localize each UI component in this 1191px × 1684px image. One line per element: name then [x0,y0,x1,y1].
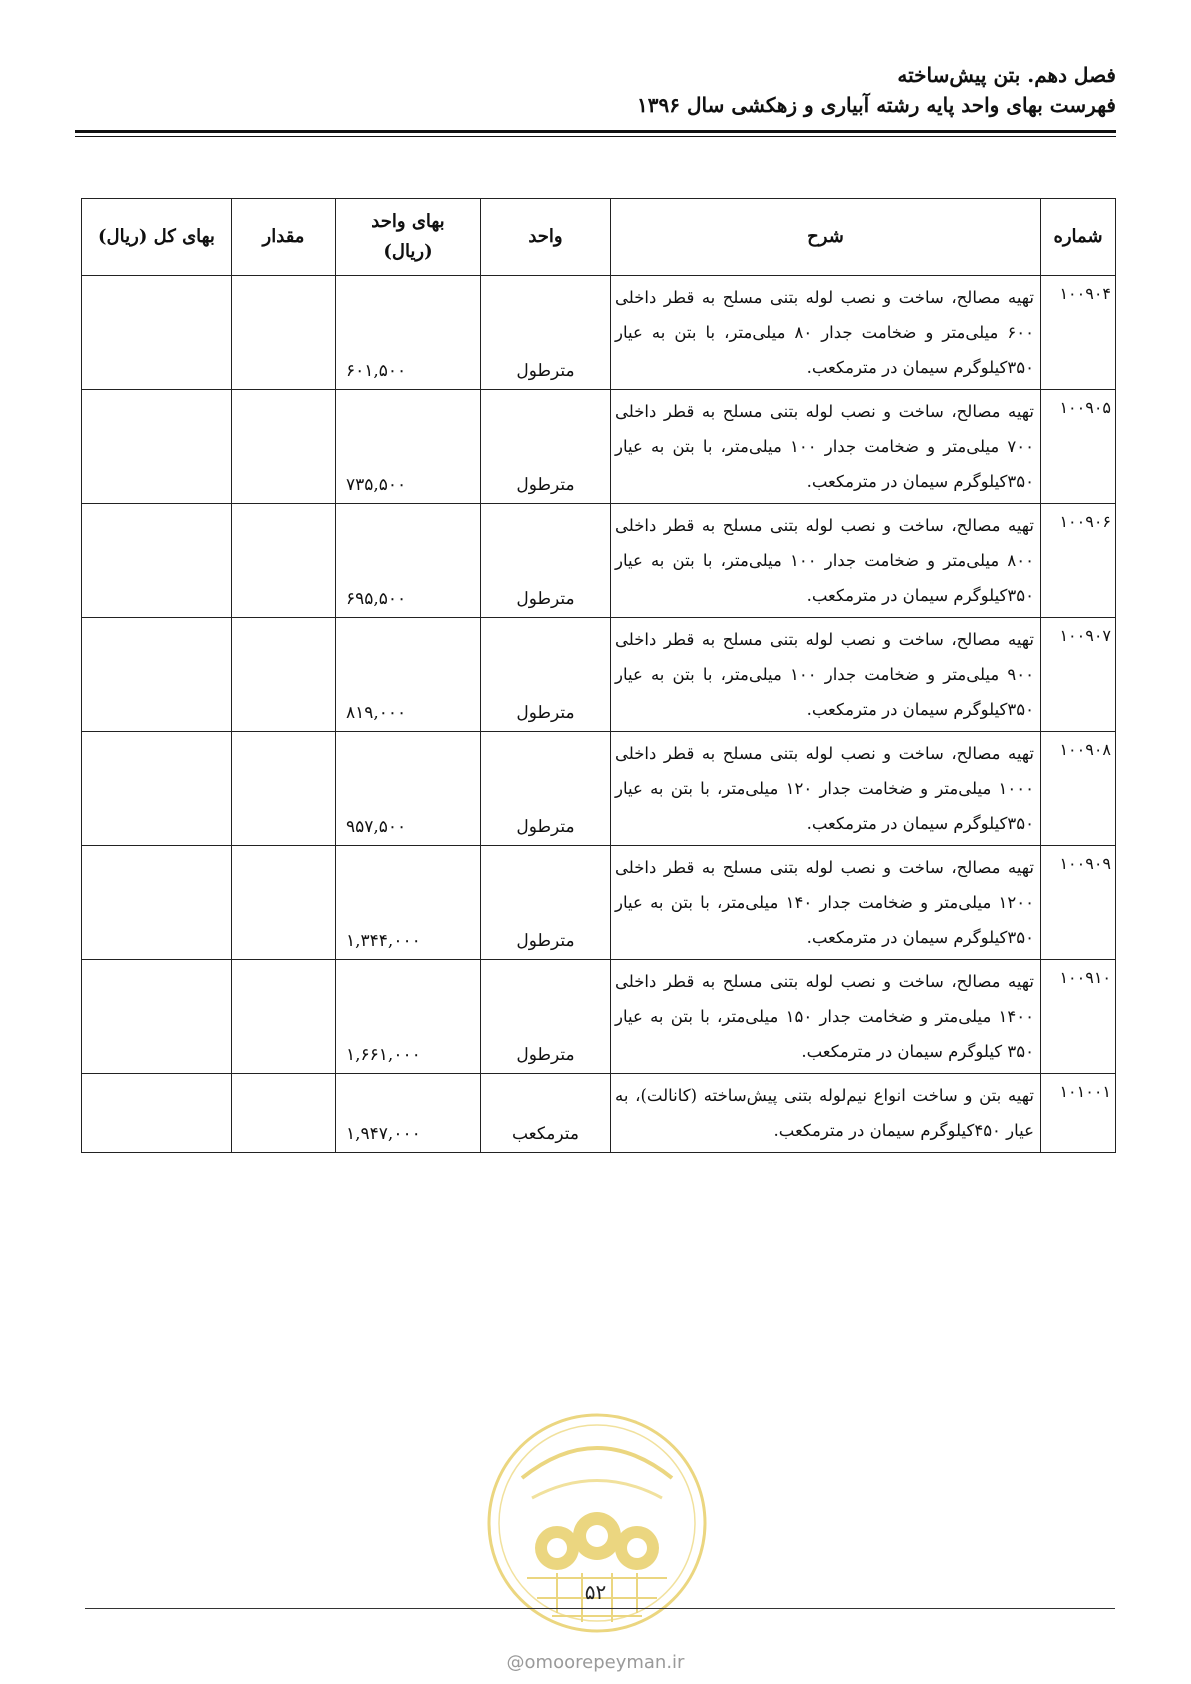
item-unit: مترمکعب [481,1074,611,1153]
footer-rule [85,1608,1115,1609]
item-quantity [232,618,336,732]
website-watermark: @omoorepeyman.ir [506,1652,685,1673]
item-description: تهیه مصالح، ساخت و نصب لوله بتنی مسلح به قطر داخلی ۱۲۰۰ میلی‌متر و ضخامت جدار ۱۴۰ میلی‌متر، با بتن به عیار ۳۵۰کیلوگرم سیمان در مترمکعب. [611,846,1041,960]
header-number: شماره [1041,199,1116,276]
header-rule-thin [75,136,1116,137]
item-description: تهیه مصالح، ساخت و نصب لوله بتنی مسلح به قطر داخلی ۱۰۰۰ میلی‌متر و ضخامت جدار ۱۲۰ میلی‌متر، با بتن به عیار ۳۵۰کیلوگرم سیمان در مترمکعب. [611,732,1041,846]
header-unit-price-currency: (ریال) [383,241,433,262]
item-description: تهیه مصالح، ساخت و نصب لوله بتنی مسلح به قطر داخلی ۸۰۰ میلی‌متر و ضخامت جدار ۱۰۰ میلی‌متر، با بتن به عیار ۳۵۰کیلوگرم سیمان در مترمکعب. [611,504,1041,618]
table-row [82,618,1116,732]
item-quantity [232,1074,336,1153]
page-number: ۵۲ [584,1580,607,1604]
item-number: ۱۰۱۰۰۱ [1041,1074,1116,1153]
item-total [82,960,232,1074]
item-unit: مترطول [481,504,611,618]
item-unit: مترطول [481,276,611,390]
item-unit-price: ۹۵۷,۵۰۰ [336,732,481,846]
item-number: ۱۰۰۹۰۹ [1041,846,1116,960]
item-quantity [232,732,336,846]
item-number: ۱۰۰۹۰۸ [1041,732,1116,846]
item-number: ۱۰۰۹۰۴ [1041,276,1116,390]
header-unit: واحد [481,199,611,276]
price-list-table [81,198,1116,1153]
item-total [82,504,232,618]
watermark-script-stroke [532,1481,662,1499]
item-description: تهیه مصالح، ساخت و نصب لوله بتنی مسلح به قطر داخلی ۹۰۰ میلی‌متر و ضخامت جدار ۱۰۰ میلی‌متر، با بتن به عیار ۳۵۰کیلوگرم سیمان در مترمکعب. [611,618,1041,732]
table-row [82,960,1116,1074]
item-total [82,732,232,846]
item-number: ۱۰۰۹۱۰ [1041,960,1116,1074]
item-quantity [232,390,336,504]
header-quantity: مقدار [232,199,336,276]
table-row [82,390,1116,504]
page-header [76,60,1116,120]
item-unit-price: ۶۹۵,۵۰۰ [336,504,481,618]
item-unit-price: ۱,۳۴۴,۰۰۰ [336,846,481,960]
item-number: ۱۰۰۹۰۶ [1041,504,1116,618]
item-unit: مترطول [481,732,611,846]
item-quantity [232,504,336,618]
item-total [82,390,232,504]
item-unit: مترطول [481,618,611,732]
table-row [82,1074,1116,1153]
item-description: تهیه مصالح، ساخت و نصب لوله بتنی مسلح به قطر داخلی ۶۰۰ میلی‌متر و ضخامت جدار ۸۰ میلی‌متر، با بتن به عیار ۳۵۰کیلوگرم سیمان در مترمکعب. [611,276,1041,390]
header-total-price: بهای کل (ریال) [82,199,232,276]
item-quantity [232,846,336,960]
table-header-row [82,199,1116,276]
document-title: فهرست بهای واحد پایه رشته آبیاری و زهکشی سال ۱۳۹۶ [637,93,1116,117]
item-total [82,276,232,390]
item-total [82,1074,232,1153]
item-unit-price: ۶۰۱,۵۰۰ [336,276,481,390]
header-rule-thick [75,130,1116,133]
item-unit-price: ۷۳۵,۵۰۰ [336,390,481,504]
item-unit-price: ۱,۶۶۱,۰۰۰ [336,960,481,1074]
item-description: تهیه مصالح، ساخت و نصب لوله بتنی مسلح به قطر داخلی ۱۴۰۰ میلی‌متر و ضخامت جدار ۱۵۰ میلی‌متر، با بتن به عیار ۳۵۰ کیلوگرم سیمان در مترمکعب. [611,960,1041,1074]
item-unit: مترطول [481,846,611,960]
item-unit: مترطول [481,960,611,1074]
item-quantity [232,960,336,1074]
item-quantity [232,276,336,390]
header-unit-price-label: بهای واحد [371,211,445,232]
item-number: ۱۰۰۹۰۷ [1041,618,1116,732]
item-unit-price: ۱,۹۴۷,۰۰۰ [336,1074,481,1153]
item-total [82,846,232,960]
item-unit: مترطول [481,390,611,504]
item-number: ۱۰۰۹۰۵ [1041,390,1116,504]
chapter-title: فصل دهم. بتن پیش‌ساخته [897,63,1116,87]
item-unit-price: ۸۱۹,۰۰۰ [336,618,481,732]
item-total [82,618,232,732]
watermark-script-stroke [522,1448,672,1478]
table-row [82,276,1116,390]
item-description: تهیه بتن و ساخت انواع نیم‌لوله بتنی پیش‌ساخته (کانالت)، به عیار ۴۵۰کیلوگرم سیمان در مترمکعب. [611,1074,1041,1153]
item-description: تهیه مصالح، ساخت و نصب لوله بتنی مسلح به قطر داخلی ۷۰۰ میلی‌متر و ضخامت جدار ۱۰۰ میلی‌متر، با بتن به عیار ۳۵۰کیلوگرم سیمان در مترمکعب. [611,390,1041,504]
table-row [82,504,1116,618]
header-description: شرح [611,199,1041,276]
table-row [82,846,1116,960]
table-row [82,732,1116,846]
header-unit-price [336,199,481,276]
